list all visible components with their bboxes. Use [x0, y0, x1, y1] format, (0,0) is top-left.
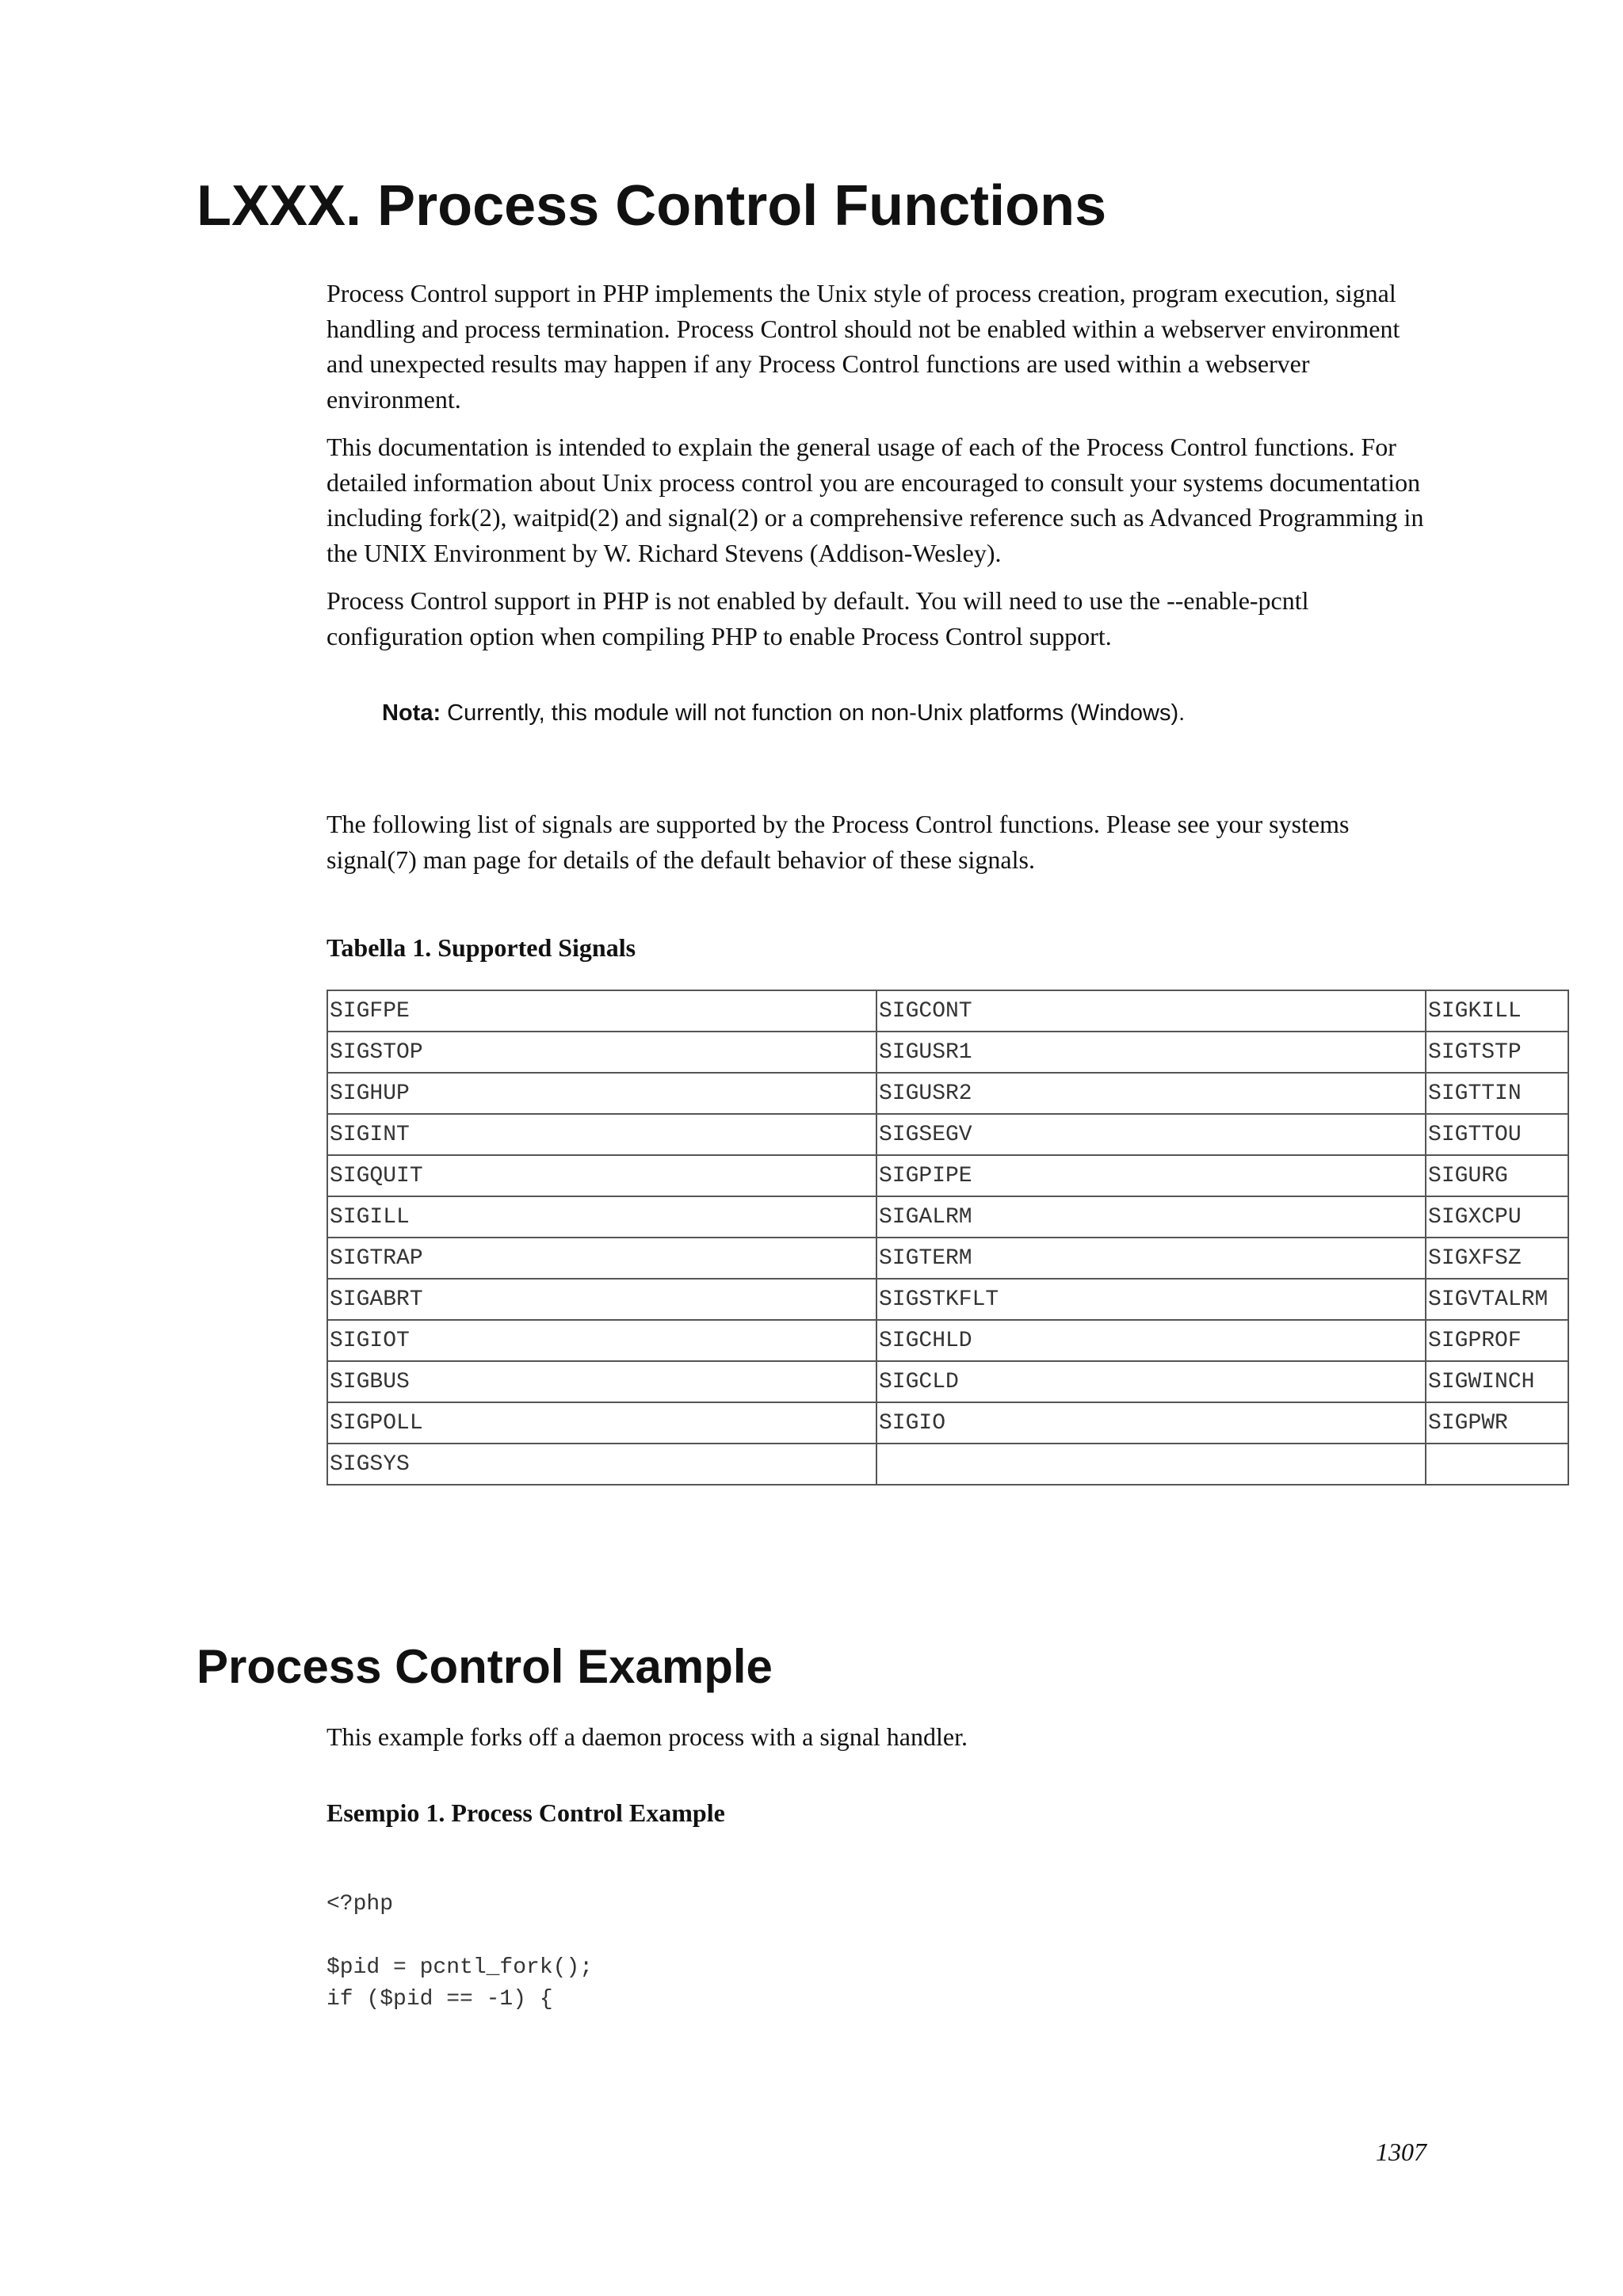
table-cell: SIGPOLL — [327, 1402, 876, 1444]
table-cell: SIGTTIN — [1426, 1073, 1568, 1114]
table-row — [327, 1361, 1568, 1402]
table-cell — [876, 1444, 1426, 1485]
code-block: <?php $pid = pcntl_fork(); if ($pid == -1) { — [327, 1892, 594, 2012]
example-description: This example forks off a daemon process with a signal handler. — [327, 1722, 968, 1751]
table-caption: Tabella 1. Supported Signals — [327, 933, 636, 962]
table-cell: SIGURG — [1426, 1155, 1568, 1196]
table-cell: SIGSEGV — [876, 1114, 1426, 1155]
table-cell: SIGXCPU — [1426, 1196, 1568, 1238]
table-cell: SIGTTOU — [1426, 1114, 1568, 1155]
table-cell: SIGINT — [327, 1114, 876, 1155]
table-cell: SIGIOT — [327, 1320, 876, 1361]
table-cell: SIGTRAP — [327, 1238, 876, 1279]
table-cell: SIGUSR2 — [876, 1073, 1426, 1114]
table-row — [327, 1032, 1568, 1073]
table-row — [327, 1196, 1568, 1238]
table-cell: SIGALRM — [876, 1196, 1426, 1238]
table-cell: SIGPROF — [1426, 1320, 1568, 1361]
table-cell: SIGSTOP — [327, 1032, 876, 1073]
table-cell: SIGSYS — [327, 1444, 876, 1485]
section-heading: Process Control Example — [197, 1640, 773, 1693]
table-row — [327, 1114, 1568, 1155]
table-row — [327, 1320, 1568, 1361]
table-cell: SIGHUP — [327, 1073, 876, 1114]
table-row — [327, 990, 1568, 1032]
table-cell: SIGCLD — [876, 1361, 1426, 1402]
table-row — [327, 1444, 1568, 1485]
table-row — [327, 1073, 1568, 1114]
page-number: 1307 — [1376, 2138, 1426, 2166]
signals-table — [327, 990, 1569, 1486]
table-cell: SIGIO — [876, 1402, 1426, 1444]
table-cell: SIGPIPE — [876, 1155, 1426, 1196]
table-row — [327, 1279, 1568, 1320]
table-cell: SIGABRT — [327, 1279, 876, 1320]
table-cell: SIGTSTP — [1426, 1032, 1568, 1073]
signals-intro-paragraph: The following list of signals are supported by the Process Control functions. Please see your systems signal(7) man page for details of the default behavior of these signals. — [327, 810, 1350, 874]
table-cell: SIGCONT — [876, 990, 1426, 1032]
table-cell: SIGILL — [327, 1196, 876, 1238]
table-row — [327, 1238, 1568, 1279]
table-cell: SIGFPE — [327, 990, 876, 1032]
table-cell: SIGQUIT — [327, 1155, 876, 1196]
intro-paragraph-1: Process Control support in PHP implements the Unix style of process creation, program execution, signal handling and process termination. Process Control should not be enabled within a webserver environment and unexpected results may happen if any Process Control functions are used within a webserver environment. — [327, 279, 1400, 414]
table-cell: SIGKILL — [1426, 990, 1568, 1032]
table-cell: SIGUSR1 — [876, 1032, 1426, 1073]
table-row — [327, 1155, 1568, 1196]
signals-table-body — [327, 990, 1568, 1485]
table-cell — [1426, 1444, 1568, 1485]
table-cell: SIGBUS — [327, 1361, 876, 1402]
intro-paragraph-2: This documentation is intended to explain the general usage of each of the Process Control functions. For detailed information about Unix process control you are encouraged to consult your systems documentation including fork(2), waitpid(2) and signal(2) or a comprehensive reference such as Advanced Programming in the UNIX Environment by W. Richard Stevens (Addison-Wesley). — [327, 433, 1424, 567]
table-row — [327, 1402, 1568, 1444]
note-text: Currently, this module will not function on non-Unix platforms (Windows). — [447, 700, 1186, 726]
table-cell: SIGXFSZ — [1426, 1238, 1568, 1279]
table-cell: SIGPWR — [1426, 1402, 1568, 1444]
table-cell: SIGVTALRM — [1426, 1279, 1568, 1320]
example-caption: Esempio 1. Process Control Example — [327, 1798, 725, 1827]
table-cell: SIGSTKFLT — [876, 1279, 1426, 1320]
note-label: Nota: — [382, 700, 441, 726]
page-title: LXXX. Process Control Functions — [197, 174, 1107, 238]
note — [382, 697, 1185, 729]
table-cell: SIGCHLD — [876, 1320, 1426, 1361]
intro-paragraph-3: Process Control support in PHP is not enabled by default. You will need to use the --enable-pcntl configuration option when compiling PHP to enable Process Control support. — [327, 586, 1309, 650]
table-cell: SIGTERM — [876, 1238, 1426, 1279]
table-cell: SIGWINCH — [1426, 1361, 1568, 1402]
